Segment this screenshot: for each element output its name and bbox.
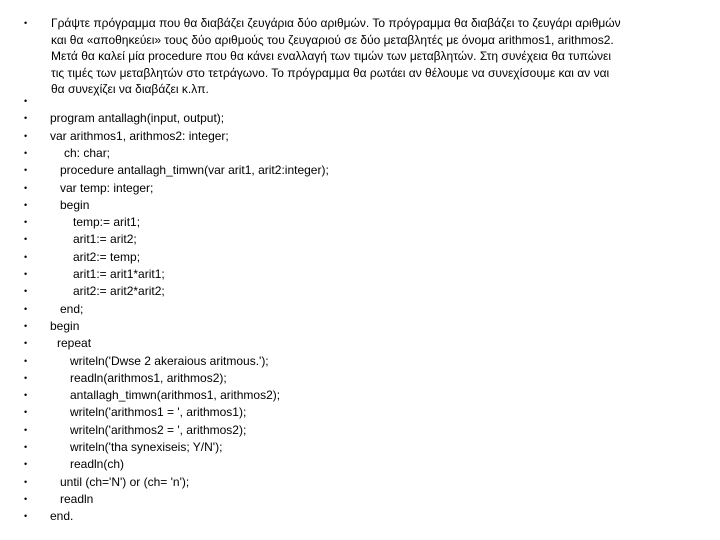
- code-text: program antallagh(input, output);: [50, 111, 225, 126]
- bullet: •: [24, 96, 28, 106]
- code-line: [0, 197, 720, 214]
- code-line: [0, 301, 720, 318]
- code-text: var arithmos1, arithmos2: integer;: [50, 128, 229, 143]
- task-line-3: Μετά θα καλεί μία procedure που θα κάνει εναλλαγή των τιμών των μεταβλητών. Στη συνέχεια θα τυπώνει: [51, 49, 612, 63]
- bullet: •: [24, 251, 28, 262]
- code-line: [0, 370, 720, 387]
- code-text: end.: [50, 509, 74, 524]
- code-line: [0, 214, 720, 231]
- code-line: [0, 266, 720, 283]
- code-line: [0, 491, 720, 508]
- code-text: begin: [60, 197, 90, 212]
- bullet: •: [24, 165, 28, 176]
- bullet: •: [24, 442, 28, 452]
- bullet: •: [24, 182, 28, 193]
- bullet: •: [24, 355, 28, 366]
- code-text: writeln('Dwse 2 akeraious aritmous.');: [70, 353, 269, 368]
- task-line-2: και θα «αποθηκεύει» τους δύο αριθμούς του ζευγαριού σε δύο μεταβλητές με όνομα arithmos1, arithmos2.: [51, 32, 614, 47]
- bullet: •: [24, 476, 28, 487]
- code-line: [0, 508, 720, 525]
- bullet: •: [24, 372, 28, 383]
- bullet: •: [24, 407, 28, 418]
- code-line: [0, 145, 720, 162]
- code-line: [0, 249, 720, 266]
- bullet: •: [24, 113, 28, 124]
- code-text: repeat: [57, 336, 92, 351]
- code-line: [0, 404, 720, 421]
- bullet: •: [24, 493, 28, 504]
- task-line-5: θα συνεχίζει να διαβάζει κ.λπ.: [51, 82, 209, 96]
- code-text: begin: [50, 318, 80, 333]
- code-text: var temp: integer;: [60, 180, 154, 195]
- code-text: procedure antallagh_timwn(var arit1, arit2:integer);: [60, 163, 329, 178]
- bullet: •: [24, 199, 28, 210]
- task-line-1: Γράψτε πρόγραμμα που θα διαβάζει ζευγάρια δύο αριθμών. Το πρόγραμμα θα διαβάζει το ζευγάρι αριθμών: [51, 16, 621, 30]
- bullet: •: [24, 459, 28, 470]
- task-description-text: [51, 15, 701, 98]
- code-line: [0, 128, 720, 145]
- bullet: •: [24, 286, 28, 297]
- task-line-4: τις τιμές των μεταβλητών στο τετράγωνο. Το πρόγραμμα θα ρωτάει αν θέλουμε να συνεχίσουμε και αν ναι: [51, 65, 610, 80]
- code-text: temp:= arit1;: [73, 215, 141, 230]
- code-text: until (ch='N') or (ch= 'n');: [60, 474, 190, 489]
- code-text: end;: [60, 301, 84, 316]
- bullet: •: [24, 338, 28, 349]
- code-line: [0, 162, 720, 179]
- code-line: [0, 283, 720, 300]
- code-line: [0, 353, 720, 370]
- bullet: •: [24, 147, 28, 158]
- code-text: readln: [60, 491, 94, 506]
- bullet: •: [24, 234, 28, 245]
- code-text: arit2:= temp;: [73, 249, 141, 264]
- bullet: •: [24, 130, 28, 141]
- code-line: [0, 439, 720, 456]
- code-line: [0, 456, 720, 473]
- bullet: •: [24, 269, 28, 279]
- code-line: [0, 93, 720, 110]
- code-line: [0, 231, 720, 248]
- bullet: •: [24, 320, 28, 331]
- code-text: arit2:= arit2*arit2;: [73, 284, 165, 299]
- code-text: writeln('arithmos1 = ', arithmos1);: [70, 405, 247, 420]
- code-line: [0, 474, 720, 491]
- code-line: [0, 180, 720, 197]
- code-text: ch: char;: [64, 145, 111, 160]
- code-text: antallagh_timwn(arithmos1, arithmos2);: [70, 388, 281, 403]
- bullet: •: [24, 424, 28, 435]
- code-line: [0, 318, 720, 335]
- code-text: readln(ch): [70, 457, 125, 472]
- code-text: arit1:= arit1*arit1;: [73, 267, 165, 281]
- bullet: •: [24, 511, 28, 522]
- code-line: [0, 387, 720, 404]
- bullet: •: [24, 303, 28, 314]
- code-text: readln(arithmos1, arithmos2);: [70, 370, 227, 385]
- bullet: •: [24, 18, 28, 28]
- code-text: arit1:= arit2;: [73, 232, 137, 247]
- bullet: •: [24, 217, 28, 228]
- code-line: [0, 335, 720, 352]
- code-text: writeln('tha synexiseis; Y/N');: [70, 440, 223, 454]
- code-text: writeln('arithmos2 = ', arithmos2);: [70, 422, 247, 437]
- bullet: •: [24, 390, 28, 401]
- code-line: [0, 110, 720, 127]
- code-line: [0, 422, 720, 439]
